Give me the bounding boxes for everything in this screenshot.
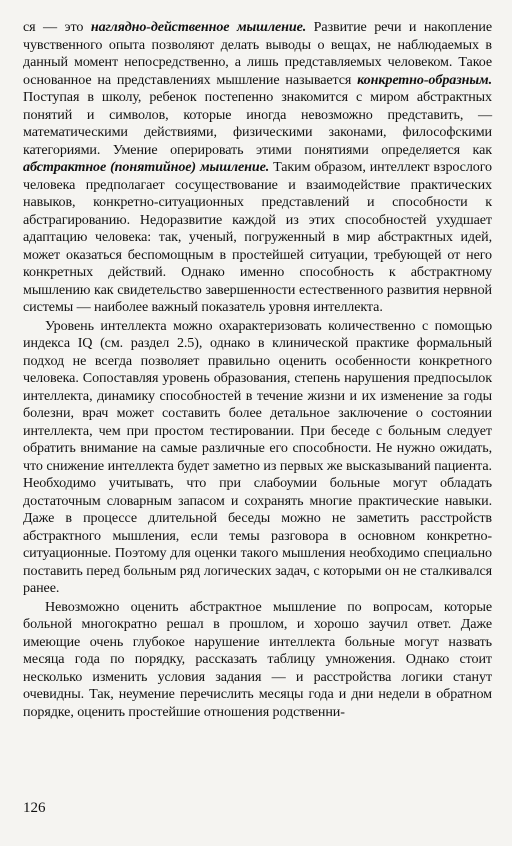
term-visual-action-thinking: наглядно-действенное мышление.	[90, 19, 307, 35]
page-number: 126	[23, 800, 46, 816]
term-abstract-thinking: абстрактное (понятийное) мышление.	[23, 159, 270, 175]
term-concrete-figurative: конкретно-образным.	[357, 71, 492, 88]
text-segment: Невозможно оценить абстрактное мышление по вопросам, которые больной многократно решал в прошлом, и хорошо заучил ответ. Даже имеющие очень глубокое нарушение интеллекта больные могут назвать месяца года по порядку, рассказать таблицу умножения. Однако стоит несколько изменить условия задания — и расстройства логики станут очевидны. Так, неумение перечислить месяцы года и дни недели в обратном порядке, оценить простейшие отношения родственни-	[23, 598, 492, 720]
text-segment: ся — это	[23, 19, 91, 35]
text-segment: Развитие речи и накопление чувственного опыта позволяют делать выводы о вещах, не наблюдаемых в данный момент непосредственно, а лишь представляемых человеком. Такое основанное на представлениях мышление называется	[23, 19, 493, 88]
paragraph-1	[23, 19, 492, 317]
text-segment: Уровень интеллекта можно охарактеризовать количественно с помощью индекса IQ (см. раздел 2.5), однако в клинической практике формальный подход не всегда позволяет правильно оценить особенности конкретного человека. Сопоставляя уровень образования, степень нарушения предпосылок интеллекта, динамику способностей в течение жизни и их изменение за годы болезни, врач может составить более детальное заключение о состоянии интеллекта, чем при простом тестировании. При беседе с больным следует обратить внимание на самые различные его способности. Не нужно ожидать, что снижение интеллекта будет заметно из первых же высказываний пациента. Необходимо учитывать, что при слабоумии больные могут обладать достаточным словарным запасом и сохранять многие практические навыки. Даже в процессе длительной беседы можно не заметить расстройств абстрактного мышления, если темы разговора в основном конкретно-ситуационные. Поэтому для оценки такого мышления необходимо специально поставить перед больным ряд логических задач, с которыми он не сталкивался ранее.	[23, 317, 492, 596]
paragraph-2	[23, 318, 492, 598]
paragraph-3	[23, 599, 492, 722]
text-segment: Поступая в школу, ребенок постепенно знакомится с миром абстрактных понятий и символов, которые иногда невозможно представить, — математическими действиями, физическими законами, философскими категориями. Умение оперировать этими понятиями определяется как	[23, 89, 492, 158]
text-segment: Таким образом, интеллект взрослого человека предполагает сосуществование и взаимодействие практических навыков, конкретно-ситуационных представлений и способности к абстрагированию. Недоразвитие каждой из этих способностей ухудшает адаптацию человека: так, ученый, погруженный в мир абстрактных идей, может оказаться беспомощным в простейшей ситуации, требующей от него конкретных действий. Однако именно способность к абстрактному мышлению как свидетельство завершенности естественного развития нервной системы — наиболее важный показатель уровня интеллекта.	[23, 159, 492, 315]
body-text	[23, 19, 492, 721]
